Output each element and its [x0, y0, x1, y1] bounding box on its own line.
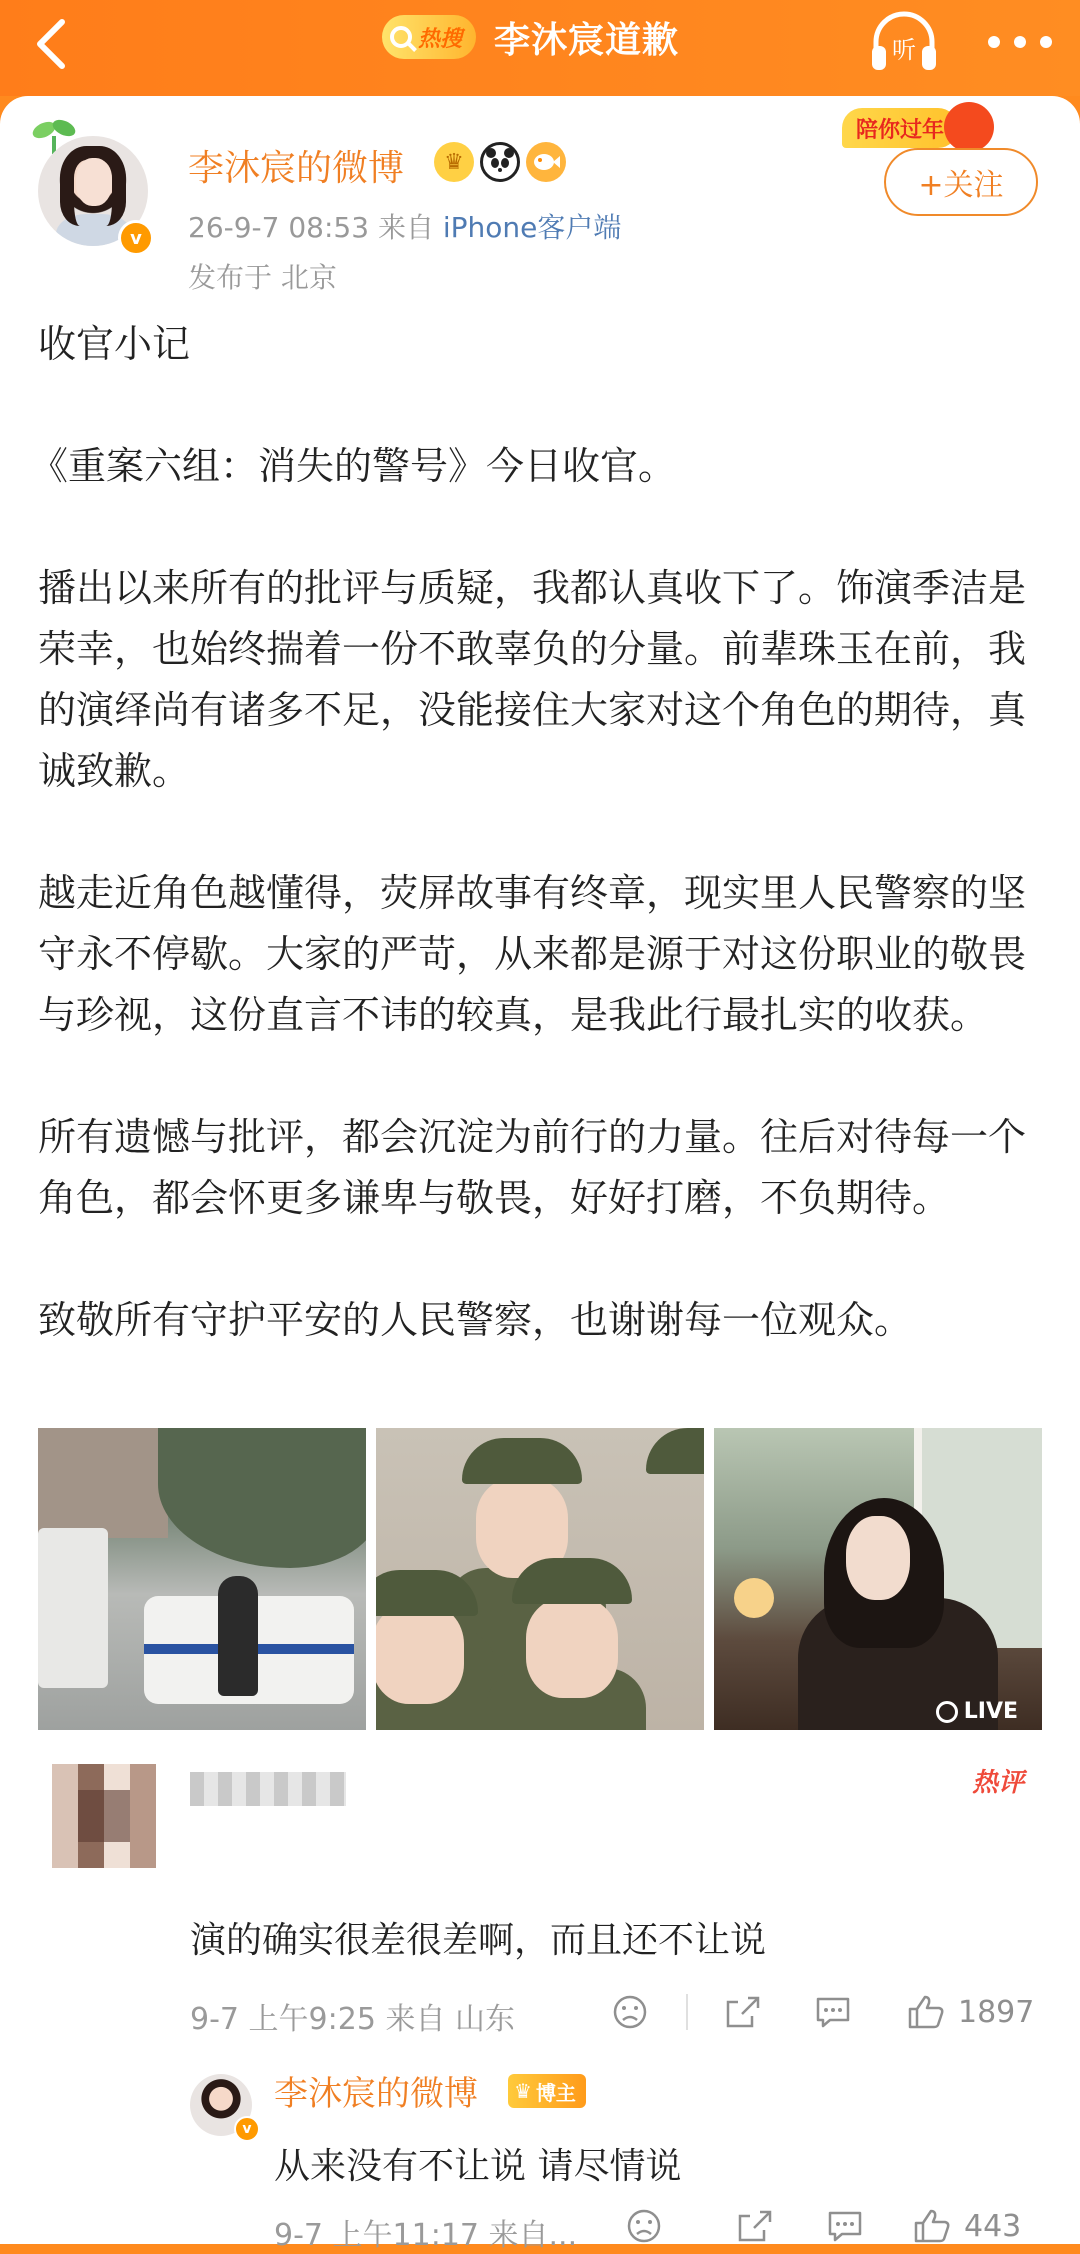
photo-cap	[512, 1558, 632, 1604]
post-paragraph: 《重案六组：消失的警号》今日收官。	[30, 444, 677, 488]
photo-running-person	[218, 1576, 258, 1696]
photo-trees	[158, 1428, 366, 1568]
source-prefix: 来自	[377, 211, 434, 244]
headphones-icon	[866, 8, 942, 76]
author-name[interactable]: 李沐宸的微博	[188, 148, 405, 189]
more-options-button[interactable]	[980, 22, 1060, 62]
photo-face	[376, 1604, 464, 1704]
share-icon	[736, 2208, 774, 2244]
blogger-badge	[508, 2074, 586, 2108]
more-dots-icon	[980, 22, 1060, 62]
reply-comment-button[interactable]	[826, 2208, 912, 2244]
reply-share-button[interactable]	[736, 2208, 826, 2244]
frown-icon	[626, 2208, 662, 2244]
commenter-avatar[interactable]	[52, 1764, 156, 1868]
photo-face	[846, 1516, 910, 1600]
live-label: LIVE	[963, 1699, 1018, 1724]
panda-badge-icon	[480, 142, 520, 182]
back-button[interactable]	[22, 12, 82, 76]
post-paragraph: 播出以来所有的批评与质疑，我都认真收下了。饰演季洁是荣幸，也始终揣着一份不敢辜负的分量。前辈珠玉在前，我的演绎尚有诸多不足，没能接住大家对这个角色的期待，真诚致歉。	[38, 566, 1027, 793]
commenter-name-blurred[interactable]	[190, 1772, 346, 1806]
avatar-face	[76, 158, 112, 206]
reply-author-name[interactable]: 李沐宸的微博	[274, 2074, 478, 2114]
post-paragraph: 越走近角色越懂得，荧屏故事有终章，现实里人民警察的坚守永不停歇。大家的严苛，从来都是源于对这份职业的敬畏与珍视，这份直言不讳的较真，是我此行最扎实的收获。	[38, 871, 1027, 1037]
reply-meta: 9-7 上午11:17 来自...	[274, 2218, 578, 2253]
share-button[interactable]	[724, 1994, 814, 2030]
title-area	[382, 6, 679, 68]
post-source-link[interactable]: iPhone客户端	[442, 211, 622, 244]
comment-text[interactable]: 演的确实很差很差啊，而且还不让说	[190, 1920, 767, 1961]
post-datetime: 26-9-7 08:53	[188, 211, 370, 244]
like-button[interactable]	[906, 1993, 1034, 2031]
blogger-badge-label: 博主	[535, 2080, 576, 2105]
live-photo-tag	[936, 1699, 1018, 1724]
new-year-tag: 陪你过年	[842, 108, 958, 148]
comment-bubble-icon	[826, 2208, 864, 2244]
follow-button[interactable]: +关注	[884, 148, 1038, 216]
page-title: 李沐宸道歉	[494, 19, 680, 61]
back-arrow-icon	[22, 12, 82, 76]
crown-small-icon: ♛	[514, 2079, 532, 2103]
comment-actions	[612, 1986, 1052, 2038]
listen-button[interactable]	[866, 8, 942, 76]
post-meta	[188, 206, 621, 246]
post-image-1[interactable]	[38, 1428, 366, 1730]
photo-cap	[462, 1438, 582, 1484]
post-paragraph: 所有遗憾与批评，都会沉淀为前行的力量。往后对待每一个角色，都会怀更多谦卑与敬畏，好好打磨，不负期待。	[38, 1115, 1027, 1220]
post-location: 发布于 北京	[188, 261, 337, 294]
photo-building	[38, 1428, 168, 1538]
photo-lamp	[734, 1578, 774, 1618]
post-text	[30, 314, 1048, 1351]
post-paragraph: 致敬所有守护平安的人民警察，也谢谢每一位观众。	[38, 1298, 913, 1342]
hot-comment-tag: 热评	[972, 1768, 1025, 1798]
action-divider	[686, 1994, 688, 2030]
post-image-3[interactable]	[714, 1428, 1042, 1730]
dislike-button[interactable]	[612, 1994, 656, 2030]
thumbs-up-icon	[906, 1993, 946, 2031]
reply-text[interactable]: 从来没有不让说 请尽情说	[274, 2146, 682, 2187]
post-paragraph: 收官小记	[38, 322, 191, 366]
verified-badge-icon: v	[118, 220, 154, 256]
frown-icon	[612, 1994, 648, 2030]
reply-actions	[626, 2204, 1056, 2248]
photo-cap	[646, 1428, 704, 1474]
top-bar	[0, 0, 1080, 96]
reply-button[interactable]	[814, 1994, 906, 2030]
thumbs-up-icon	[912, 2207, 952, 2245]
verified-badge-icon: v	[234, 2116, 260, 2142]
live-ring-icon	[936, 1701, 958, 1723]
crown-badge-icon: ♛	[434, 142, 474, 182]
fish-badge-icon	[526, 142, 566, 182]
post-image-2[interactable]	[376, 1428, 704, 1730]
photo-face	[526, 1598, 618, 1698]
author-badges	[434, 142, 566, 182]
svg-text:听: 听	[892, 36, 916, 64]
author-reply	[190, 2064, 1080, 2253]
photo-police-car-left	[38, 1528, 108, 1688]
reply-dislike-button[interactable]	[626, 2208, 736, 2244]
share-icon	[724, 1994, 762, 2030]
hot-search-pill[interactable]	[382, 15, 476, 59]
reply-like-count: 443	[964, 2208, 1022, 2244]
hot-search-label: 热搜	[418, 26, 463, 52]
comment-meta: 9-7 上午9:25 来自 山东	[190, 2002, 515, 2037]
like-count: 1897	[958, 1994, 1035, 2030]
reply-like-button[interactable]	[912, 2207, 1021, 2245]
lantern-icon	[944, 102, 994, 152]
search-icon	[390, 26, 412, 48]
comment-bubble-icon	[814, 1994, 852, 2030]
